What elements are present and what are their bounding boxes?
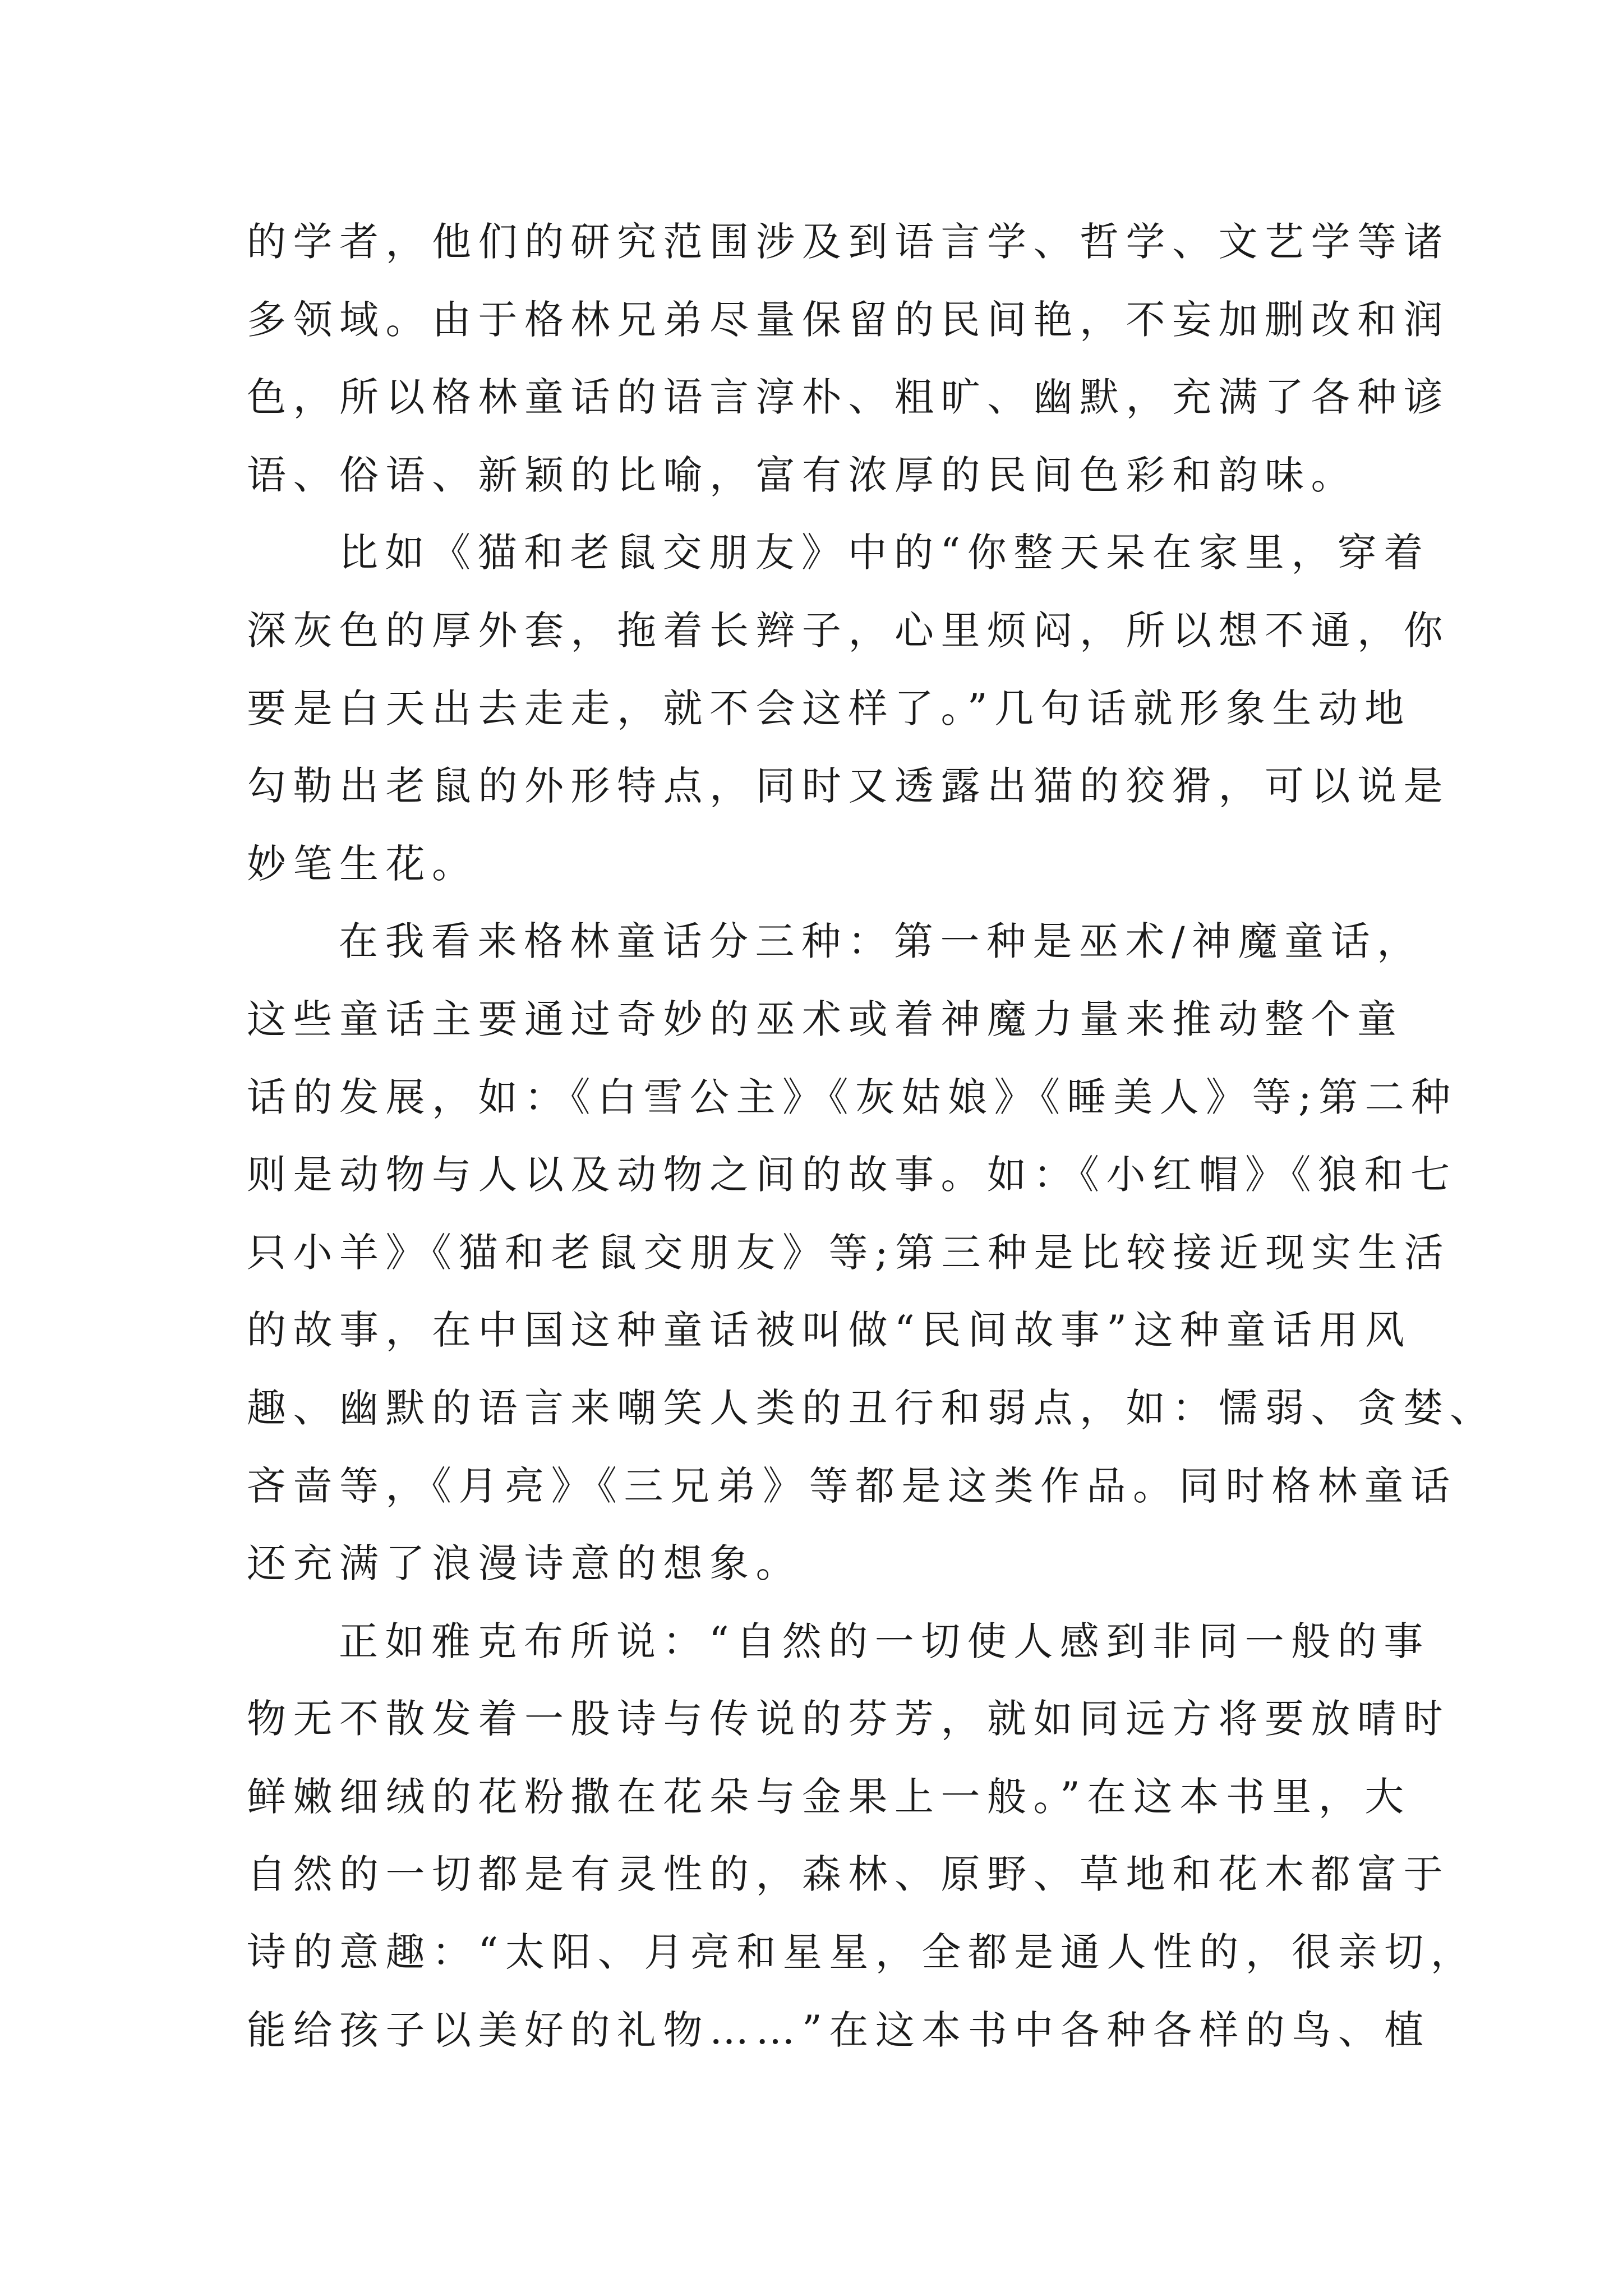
paragraph-3 bbox=[247, 903, 1496, 1602]
text-line: 色，所以格林童话的语言淳朴、粗旷、幽默，充满了各种谚 bbox=[247, 374, 1450, 421]
paragraph-2 bbox=[247, 514, 1450, 903]
paragraph-1 bbox=[247, 203, 1450, 514]
text-line: 的学者，他们的研究范围涉及到语言学、哲学、文艺学等诸 bbox=[247, 219, 1450, 265]
text-line: 则是动物与人以及动物之间的故事。如：《小红帽》《狼和七 bbox=[247, 1152, 1457, 1198]
text-line: 比如《猫和老鼠交朋友》中的“你整天呆在家里，穿着 bbox=[339, 530, 1430, 576]
text-line: 诗的意趣：“太阳、月亮和星星，全都是通人性的，很亲切， bbox=[247, 1929, 1477, 1976]
text-line: 趣、幽默的语言来嘲笑人类的丑行和弱点，如：懦弱、贪婪、 bbox=[247, 1384, 1496, 1431]
text-line: 多领域。由于格林兄弟尽量保留的民间艳，不妄加删改和润 bbox=[247, 296, 1450, 343]
text-line: 在我看来格林童话分三种：第一种是巫术/神魔童话， bbox=[339, 918, 1423, 965]
text-line: 话的发展，如：《白雪公主》《灰姑娘》《睡美人》等;第二种 bbox=[247, 1074, 1458, 1120]
text-line: 勾勒出老鼠的外形特点，同时又透露出猫的狡猾，可以说是 bbox=[247, 763, 1450, 809]
text-line: 物无不散发着一股诗与传说的芬芳，就如同远方将要放晴时 bbox=[247, 1696, 1450, 1742]
text-line: 语、俗语、新颖的比喻，富有浓厚的民间色彩和韵味。 bbox=[247, 452, 1357, 498]
text-line: 这些童话主要通过奇妙的巫术或着神魔力量来推动整个童 bbox=[247, 996, 1404, 1042]
text-line: 吝啬等，《月亮》《三兄弟》等都是这类作品。同时格林童话 bbox=[247, 1462, 1457, 1509]
text-line: 能给孩子以美好的礼物……”在这本书中各种各样的鸟、植 bbox=[247, 2007, 1431, 2053]
text-line: 还充满了浪漫诗意的想象。 bbox=[247, 1540, 802, 1587]
text-line: 的故事，在中国这种童话被叫做“民间故事”这种童话用风 bbox=[247, 1307, 1412, 1354]
text-line: 自然的一切都是有灵性的，森林、原野、草地和花木都富于 bbox=[247, 1851, 1450, 1898]
text-line: 深灰色的厚外套，拖着长辫子，心里烦闷，所以想不通，你 bbox=[247, 607, 1450, 654]
text-line: 只小羊》《猫和老鼠交朋友》等;第三种是比较接近现实生活 bbox=[247, 1229, 1451, 1276]
body-text bbox=[247, 203, 1496, 2069]
paragraph-4 bbox=[247, 1603, 1477, 2069]
text-line: 妙笔生花。 bbox=[247, 840, 478, 887]
text-line: 正如雅克布所说：“自然的一切使人感到非同一般的事 bbox=[339, 1618, 1430, 1664]
text-line: 要是白天出去走走，就不会这样了。”几句话就形象生动地 bbox=[247, 685, 1411, 731]
text-line: 鲜嫩细绒的花粉撒在花朵与金果上一般。”在这本书里，大 bbox=[247, 1773, 1411, 1820]
